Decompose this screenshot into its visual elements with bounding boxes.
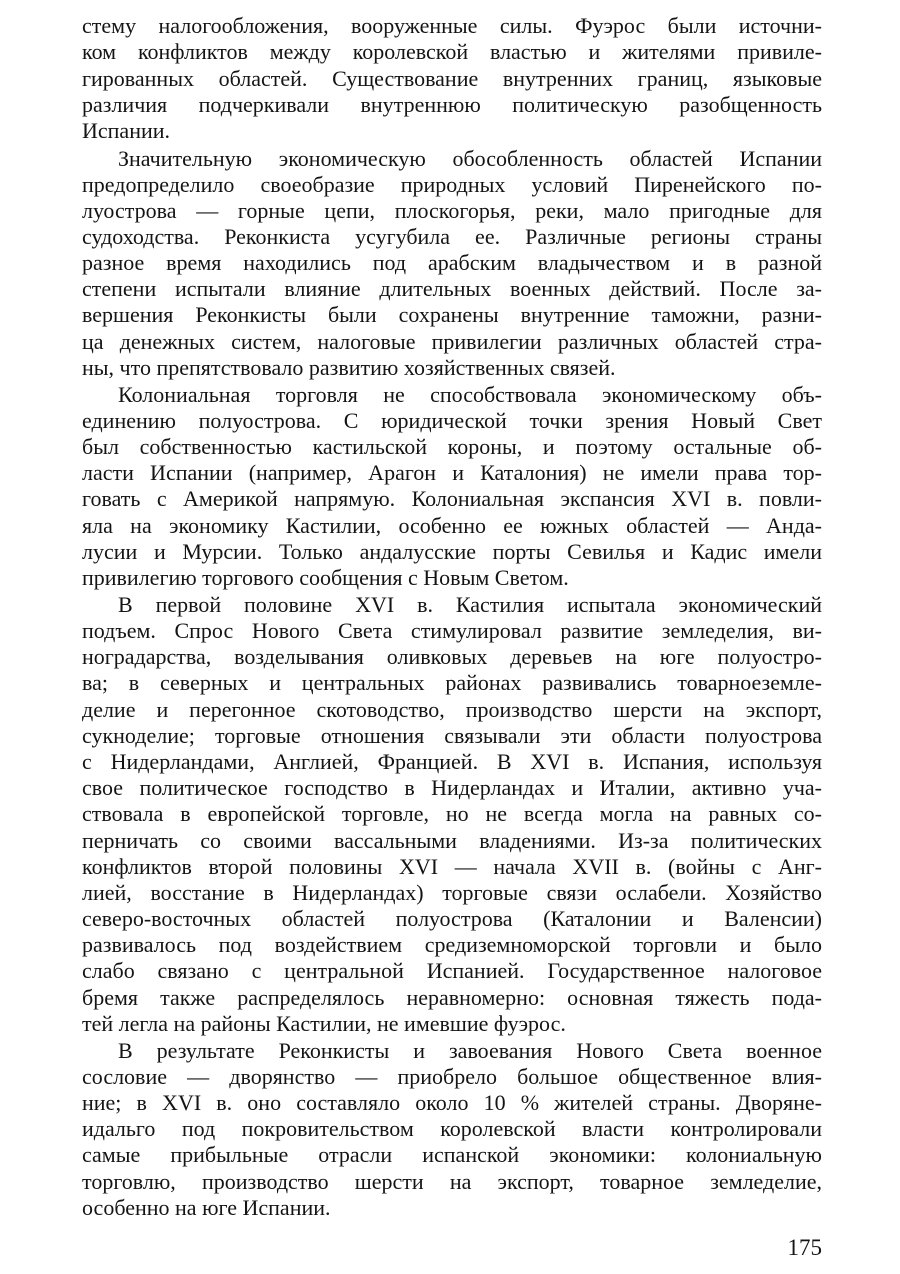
text-line: слабо связано с центральной Испанией. Государственное налоговое [82, 958, 822, 983]
text-line: ноградарства, возделывания оливковых деревьев на юге полуостро- [82, 644, 822, 669]
text-line: перничать со своими вассальными владениями. Из-за политических [82, 828, 822, 853]
text-line: северо-восточных областей полуострова (Каталонии и Валенсии) [82, 906, 822, 931]
text-line: ва; в северных и центральных районах развивались товарноеземле- [82, 670, 822, 695]
text-line: ны, что препятствовало развитию хозяйственных связей. [82, 355, 616, 380]
text-line: привилегию торгового сообщения с Новым Светом. [82, 565, 569, 590]
text-line: ние; в XVI в. оно составляло около 10 % жителей страны. Дворяне- [82, 1090, 822, 1115]
text-line: торговлю, производство шерсти на экспорт, товарное земледелие, [82, 1169, 822, 1194]
text-line: особенно на юге Испании. [82, 1195, 331, 1220]
text-line: сукноделие; торговые отношения связывали эти области полуострова [82, 723, 822, 748]
text-line: вершения Реконкисты были сохранены внутренние таможни, разни- [82, 302, 822, 327]
text-line: степени испытали влияние длительных военных действий. После за- [82, 276, 822, 301]
text-line: луострова — горные цепи, плоскогорья, реки, мало пригодные для [82, 198, 822, 223]
text-line: яла на экономику Кастилии, особенно ее южных областей — Анда- [82, 513, 822, 538]
text-line: различия подчеркивали внутреннюю политическую разобщенность [82, 92, 822, 117]
text-line: ком конфликтов между королевской властью и жителями привиле- [82, 39, 822, 64]
text-line: разное время находились под арабским владычеством и в разной [82, 250, 822, 275]
text-line: стему налогообложения, вооруженные силы. Фуэрос были источни- [82, 13, 822, 38]
text-line: предопределило своеобразие природных условий Пиренейского по- [82, 172, 822, 197]
text-line: тей легла на районы Кастилии, не имевшие фуэрос. [82, 1011, 566, 1036]
text-line: единению полуострова. С юридической точки зрения Новый Свет [82, 408, 822, 433]
text-line: самые прибыльные отрасли испанской экономики: колониальную [82, 1142, 822, 1167]
text-line: свое политическое господство в Нидерландах и Италии, активно уча- [82, 775, 822, 800]
text-line: был собственностью кастильской короны, и поэтому остальные об- [82, 434, 822, 459]
text-line: делие и перегонное скотоводство, производство шерсти на экспорт, [82, 697, 822, 722]
text-line: Значительную экономическую обособленность областей Испании [118, 146, 822, 171]
text-line: ца денежных систем, налоговые привилегии различных областей стра- [82, 329, 822, 354]
text-line: идальго под покровительством королевской власти контролировали [82, 1116, 822, 1141]
text-line: конфликтов второй половины XVI — начала XVII в. (войны с Анг- [82, 854, 822, 879]
text-line: развивалось под воздействием средиземноморской торговли и было [82, 932, 822, 957]
text-line: Испании. [82, 118, 171, 143]
text-line: бремя также распределялось неравномерно: основная тяжесть пода- [82, 985, 822, 1010]
text-line: судоходства. Реконкиста усугубила ее. Различные регионы страны [82, 224, 822, 249]
text-line: ласти Испании (например, Арагон и Каталония) не имели права тор- [82, 460, 822, 485]
text-line: В первой половине XVI в. Кастилия испытала экономический [118, 592, 822, 617]
text-line: с Нидерландами, Англией, Францией. В XVI в. Испания, используя [82, 749, 822, 774]
text-line: ствовала в европейской торговле, но не всегда могла на равных со- [82, 801, 822, 826]
text-line: В результате Реконкисты и завоевания Нового Света военное [118, 1038, 822, 1063]
text-line: лией, восстание в Нидерландах) торговые связи ослабели. Хозяйство [82, 880, 822, 905]
page-number: 175 [787, 1235, 822, 1260]
text-line: подъем. Спрос Нового Света стимулировал развитие земледелия, ви- [82, 618, 822, 643]
text-line: гированных областей. Существование внутренних границ, языковые [82, 66, 822, 91]
text-line: сословие — дворянство — приобрело большое общественное влия- [82, 1064, 822, 1089]
text-line: лусии и Мурсии. Только андалусские порты Севилья и Кадис имели [82, 539, 822, 564]
text-line: Колониальная торговля не способствовала экономическому объ- [118, 382, 822, 407]
text-line: говать с Америкой напрямую. Колониальная экспансия XVI в. повли- [82, 486, 822, 511]
